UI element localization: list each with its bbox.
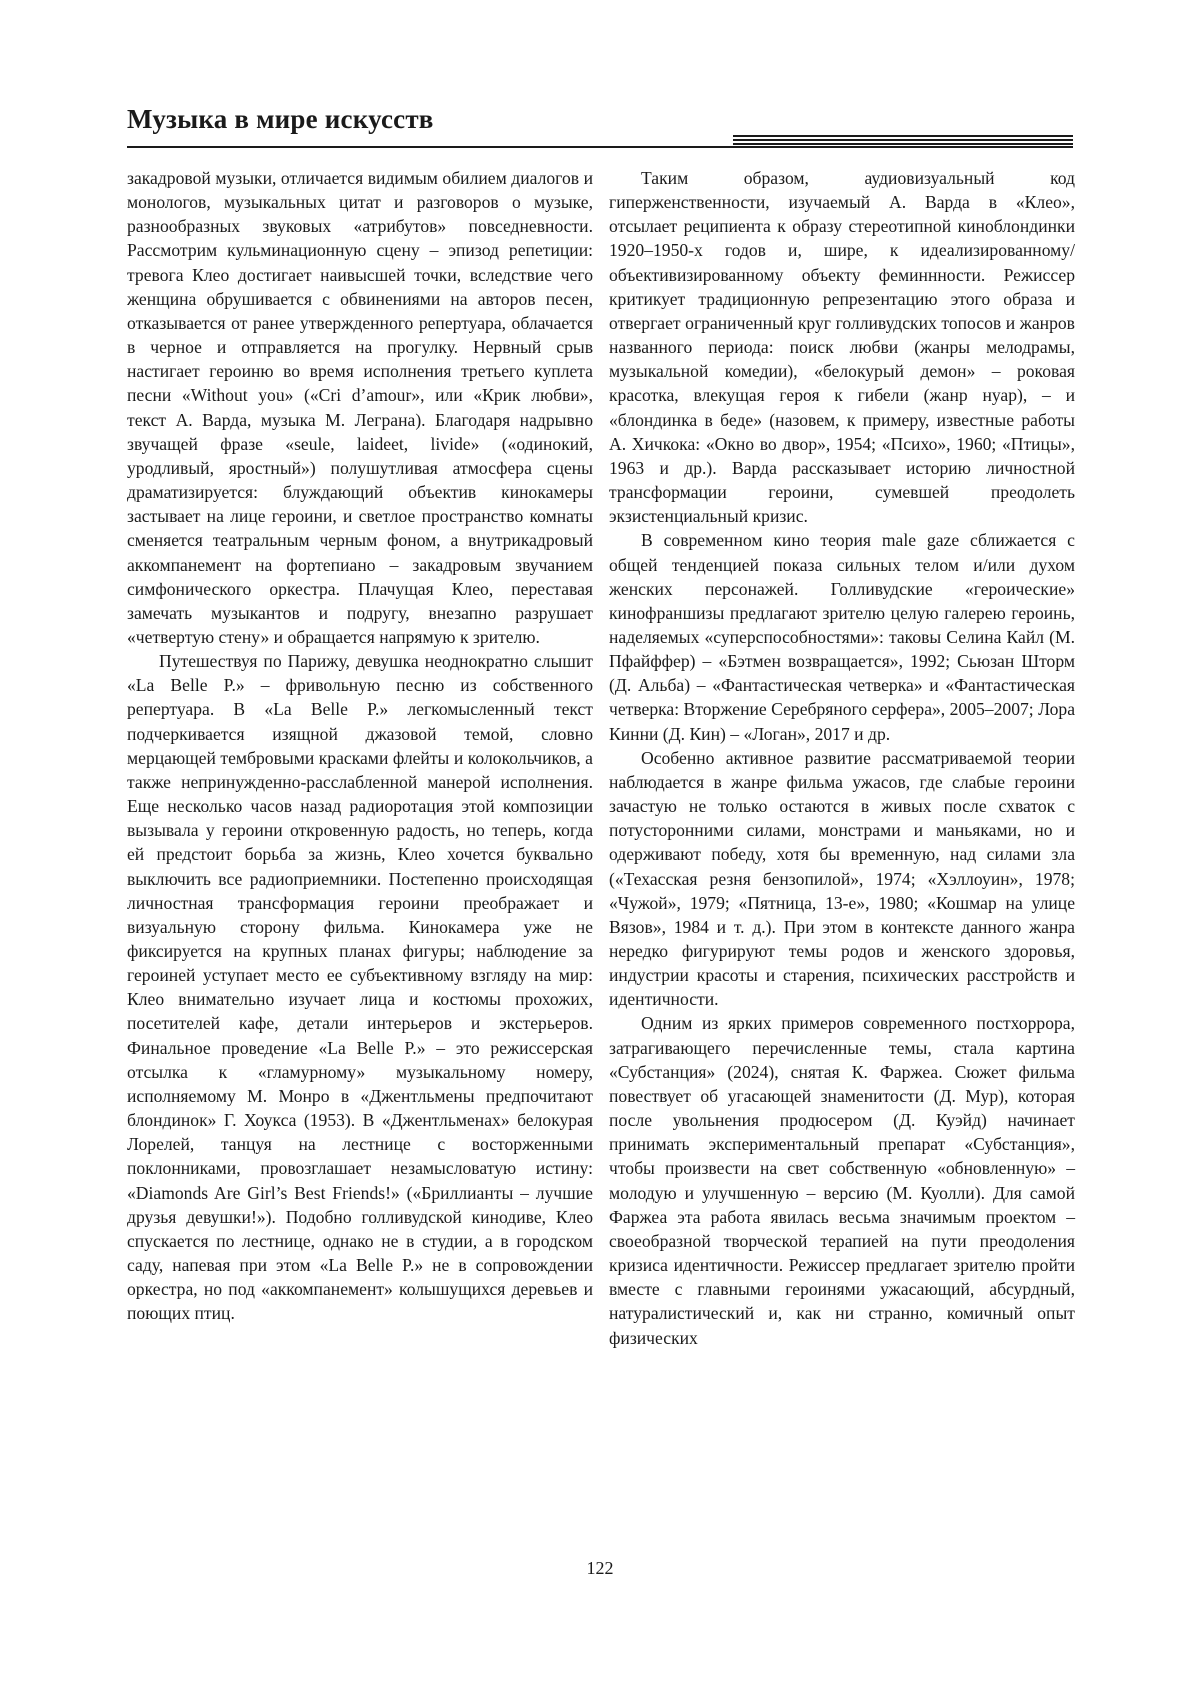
right-paragraph-2: В современном кино теория male gaze сближается с общей тенденцией показа сильных телом и/или духом женских персонажей. Голливудские «героические» кинофраншизы предлагают зрителю целую галерею героинь, наделяемых «суперспособностями»: таковы Селина Кайл (М. Пфайффер) – «Бэтмен возвращается», 1992; Сьюзан Шторм (Д. Альба) – «Фантастическая четверка» и «Фантастическая четверка: Вторжение Серебряного серфера», 2005–2007; Лора Кинни (Д. Кин) – «Логан», 2017 и др. (609, 530, 1075, 744)
page-number: 122 (586, 1558, 614, 1578)
running-header-title: Музыка в мире искусств (127, 104, 434, 134)
right-column (609, 166, 1075, 1350)
header-decorative-bars (733, 135, 1073, 147)
right-paragraph-1: Таким образом, аудиовизуальный код гиперженственности, изучаемый А. Варда в «Клео», отсылает реципиента к образу стереотипной киноблондинки 1920–1950-х годов и, шире, к идеализированному/объективизированному объекту феминнности. Режиссер критикует традиционную репрезентацию этого образа и отвергает ограниченный круг голливудских топосов и жанров названного периода: поиск любви (жанры мелодрамы, музыкальной комедии), «белокурый демон» – роковая красотка, влекущая героя к гибели (жанр нуар), – и «блондинка в беде» (назовем, к примеру, известные работы А. Хичкока: «Окно во двор», 1954; «Психо», 1960; «Птицы», 1963 и др.). Варда рассказывает историю личностной трансформации героини, сумевшей преодолеть экзистенциальный кризис. (609, 168, 1075, 527)
left-column (127, 166, 593, 1326)
right-paragraph-3: Особенно активное развитие рассматриваемой теории наблюдается в жанре фильма ужасов, где слабые героини зачастую не только остаются в живых после схваток с потусторонними силами, монстрами и маньяками, но и одерживают победу, хотя бы временную, над силами зла («Техасская резня бензопилой», 1974; «Хэллоуин», 1978; «Чужой», 1979; «Пятница, 13-е», 1980; «Кошмар на улице Вязов», 1984 и т. д.). При этом в контексте данного жанра нередко фигурируют темы родов и женского здоровья, индустрии красоты и старения, психических расстройств и идентичности. (609, 747, 1075, 1010)
right-paragraph-4: Одним из ярких примеров современного постхоррора, затрагивающего перечисленные темы, стала картина «Субстанция» (2024), снятая К. Фаржеа. Сюжет фильма повествует об угасающей знаменитости (Д. Мур), которая после увольнения продюсером (Д. Куэйд) начинает принимать экспериментальный препарат «Субстанция», чтобы произвести на свет собственную «обновленную» – молодую и улучшенную – версию (М. Куолли). Для самой Фаржеа эта работа явилась весьма значимым проектом – своеобразной творческой терапией на пути преодоления кризиса идентичности. Режиссер предлагает зрителю пройти вместе с главными героинями ужасающий, абсурдный, натуралистический и, как ни странно, комичный опыт физических (609, 1013, 1075, 1348)
left-paragraph-1: закадровой музыки, отличается видимым обилием диалогов и монологов, музыкальных цитат и разговоров о музыке, разнообразных звуковых «атрибутов» повседневности. Рассмотрим кульминационную сцену – эпизод репетиции: тревога Клео достигает наивысшей точки, вследствие чего женщина обрушивается с обвинениями на авторов песен, отказывается от ранее утвержденного репертуара, облачается в черное и отправляется на прогулку. Нервный срыв настигает героиню во время исполнения третьего куплета песни «Without you» («Cri d’amour», или «Крик любви», текст А. Варда, музыка М. Леграна). Благодаря надрывно звучащей фразе «seule, laideet, livide» («одинокий, уродливый, яростный») полушутливая атмосфера сцены драматизируется: блуждающий объектив кинокамеры застывает на лице героини, и светлое пространство комнаты сменяется театральным черным фоном, а внутрикадровый аккомпанемент на фортепиано – закадровым звучанием симфонического оркестра. Плачущая Клео, переставая замечать музыкантов и подругу, внезапно разрушает «четвертую стену» и обращается напрямую к зрителю. (127, 168, 593, 647)
left-paragraph-2: Путешествуя по Парижу, девушка неоднократно слышит «La Belle P.» – фривольную песню из собственного репертуара. В «La Belle P.» легкомысленный текст подчеркивается изящной джазовой темой, словно мерцающей тембровыми красками флейты и колокольчиков, а также непринужденно-расслабленной манерой исполнения. Еще несколько часов назад радиоротация этой композиции вызывала у героини откровенную радость, но теперь, когда ей предстоит борьба за жизнь, Клео хочется буквально выключить все радиоприемники. Постепенно происходящая личностная трансформация героини преображает и визуальную сторону фильма. Кинокамера уже не фиксируется на крупных планах фигуры; наблюдение за героиней уступает место ее субъективному взгляду на мир: Клео внимательно изучает лица и костюмы прохожих, посетителей кафе, детали интерьеров и экстерьеров. Финальное проведение «La Belle P.» – это режиссерская отсылка к «гламурному» музыкальному номеру, исполняемому М. Монро в «Джентльмены предпочитают блондинок» Г. Хоукса (1953). В «Джентльменах» белокурая Лорелей, танцуя на лестнице с восторженными поклонниками, провозглашает незамысловатую истину: «Diamonds Are Girl’s Best Friends!» («Бриллианты – лучшие друзья девушки!»). Подобно голливудской кинодиве, Клео спускается по лестнице, однако не в студии, а в городском саду, напевая при этом «La Belle P.» не в сопровождении оркестра, но под «аккомпанемент» колышущихся деревьев и поющих птиц. (127, 651, 593, 1324)
